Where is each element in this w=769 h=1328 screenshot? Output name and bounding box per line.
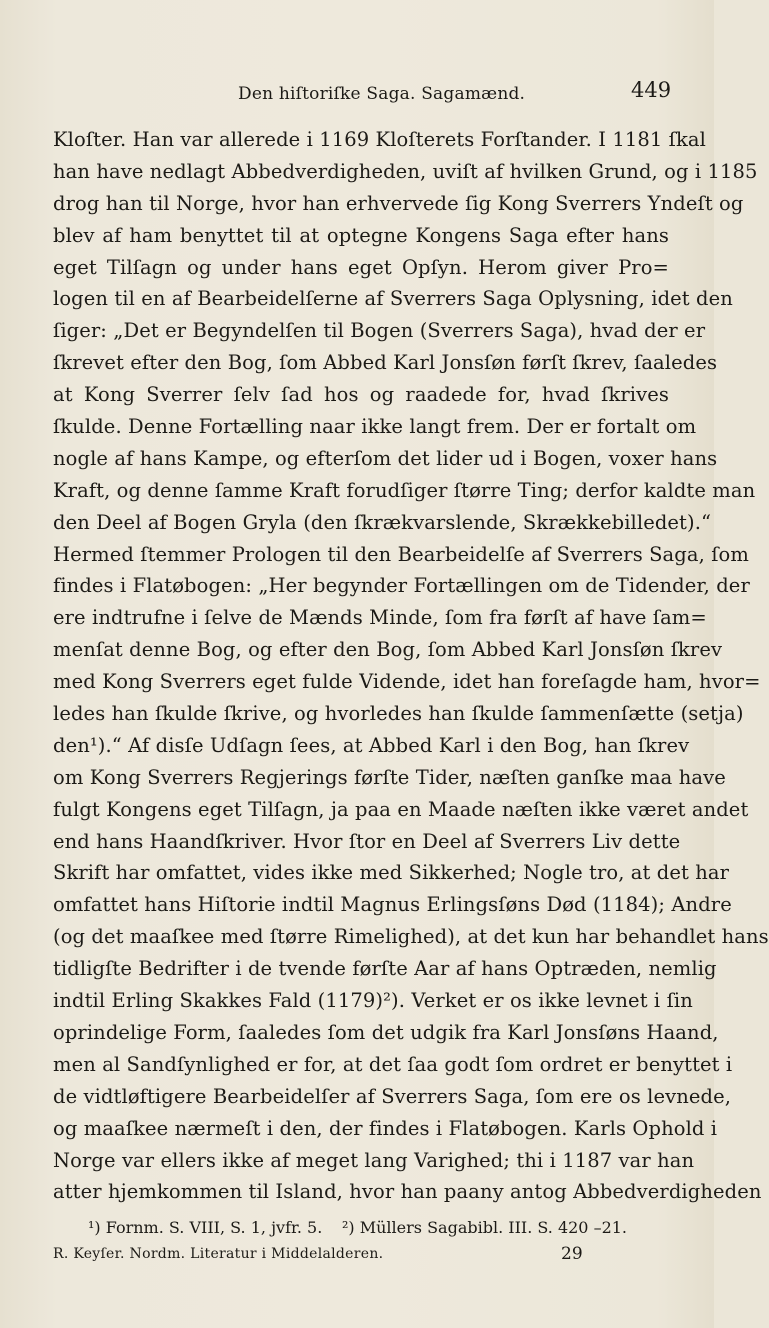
footnote-1: ¹) Fornm. S. VIII, S. 1, jvfr. 5. — [88, 1218, 323, 1237]
text-line: (og det maaſkee med ſtørre Rimelighed), at det kun har behandlet hans — [53, 925, 769, 949]
text-line: om Kong Sverrers Regjerings førſte Tider, næſten ganſke maa have — [53, 765, 726, 789]
text-line: tidligſte Bedrifter i de tvende førſte Aar af hans Optræden, nemlig — [53, 957, 717, 981]
text-line: omfattet hans Hiſtorie indtil Magnus Erlingsſøns Død (1184); Andre — [53, 893, 732, 917]
text-line: ſiger: „Det er Begyndelſen til Bogen (Sverrers Saga), hvad der er — [53, 319, 706, 343]
body-text — [53, 124, 769, 1208]
text-line: logen til en af Bearbeidelſerne af Sverrers Saga Oplysning, idet den — [53, 287, 733, 311]
text-line: Hermed ſtemmer Prologen til den Bearbeidelſe af Sverrers Saga, ſom — [53, 542, 749, 566]
text-line: Kloſter. Han var allerede i 1169 Kloſterets Forſtander. I 1181 ſkal — [53, 128, 706, 151]
text-line: Norge var ellers ikke af meget lang Varighed; thi i 1187 var han — [53, 1148, 695, 1172]
text-line: ſkulde. Denne Fortælling naar ikke langt frem. Der er fortalt om — [53, 415, 697, 439]
footnotes — [88, 1218, 668, 1242]
text-line: indtil Erling Skakkes Fald (1179)²). Verket er os ikke levnet i ſin — [53, 989, 693, 1013]
text-line: Kraft, og denne ſamme Kraft forudſiger ſtørre Ting; derfor kaldte man — [53, 478, 756, 502]
text-line: menſat denne Bog, og efter den Bog, ſom Abbed Karl Jonsſøn ſkrev — [53, 638, 723, 662]
running-title: Den hiſtoriſke Saga. Sagamænd. — [238, 84, 526, 104]
text-line: blev af ham benyttet til at optegne Kongens Saga efter hans — [53, 223, 669, 247]
text-line: fulgt Kongens eget Tilſagn, ja paa en Maade næſten ikke været andet — [53, 797, 749, 821]
text-line: han have nedlagt Abbedverdigheden, uviſt af hvilken Grund, og i 1185 — [53, 159, 758, 183]
text-line: med Kong Sverrers eget fulde Vidende, idet han foreſagde ham, hvor= — [53, 670, 761, 694]
text-line: end hans Haandſkriver. Hvor ſtor en Deel af Sverrers Liv dette — [53, 829, 681, 853]
text-line: den Deel af Bogen Gryla (den ſkrækvarslende, Skrækkebilledet).“ — [53, 510, 712, 534]
text-line: ere indtrufne i ſelve de Mænds Minde, ſom fra førſt af have ſam= — [53, 606, 707, 630]
text-line: ſkrevet efter den Bog, ſom Abbed Karl Jonsſøn førſt ſkrev, ſaaledes — [53, 351, 718, 375]
text-line: atter hjemkommen til Island, hvor han paany antog Abbedverdigheden — [53, 1180, 762, 1204]
text-line: eget Tilſagn og under hans eget Opſyn. Herom giver Pro= — [53, 255, 669, 279]
signature-text: R. Keyſer. Nordm. Literatur i Middelalderen. — [53, 1246, 384, 1262]
text-line: og maaſkee nærmeſt i den, der findes i Flatøbogen. Karls Ophold i — [53, 1116, 718, 1140]
footnote-2: ²) Müllers Sagabibl. III. S. 420 –21. — [342, 1218, 628, 1237]
page-header — [0, 78, 714, 112]
text-line: at Kong Sverrer ſelv ſad hos og raadede for, hvad ſkrives — [53, 383, 669, 407]
text-line: den¹).“ Af disſe Udſagn ſees, at Abbed Karl i den Bog, han ſkrev — [53, 733, 690, 757]
text-line: ledes han ſkulde ſkrive, og hvorledes han ſkulde ſammenſætte (setja) — [53, 702, 744, 726]
sheet-number: 29 — [561, 1244, 583, 1264]
text-line: drog han til Norge, hvor han erhvervede ſig Kong Sverrers Yndeſt og — [53, 191, 744, 215]
text-line: de vidtløftigere Bearbeidelſer af Sverrers Saga, ſom ere os levnede, — [53, 1084, 732, 1108]
text-line: findes i Flatøbogen: „Her begynder Fortællingen om de Tidender, der — [53, 574, 750, 598]
printer-signature — [53, 1244, 593, 1268]
text-line: oprindelige Form, ſaaledes ſom det udgik fra Karl Jonsſøns Haand, — [53, 1020, 719, 1044]
text-line: nogle af hans Kampe, og efterſom det lider ud i Bogen, voxer hans — [53, 446, 718, 470]
text-line: Skrift har omfattet, vides ikke med Sikkerhed; Nogle tro, at det har — [53, 861, 730, 885]
text-line: men al Sandſynlighed er for, at det ſaa godt ſom ordret er benyttet i — [53, 1052, 733, 1076]
page-number: 449 — [631, 78, 672, 102]
